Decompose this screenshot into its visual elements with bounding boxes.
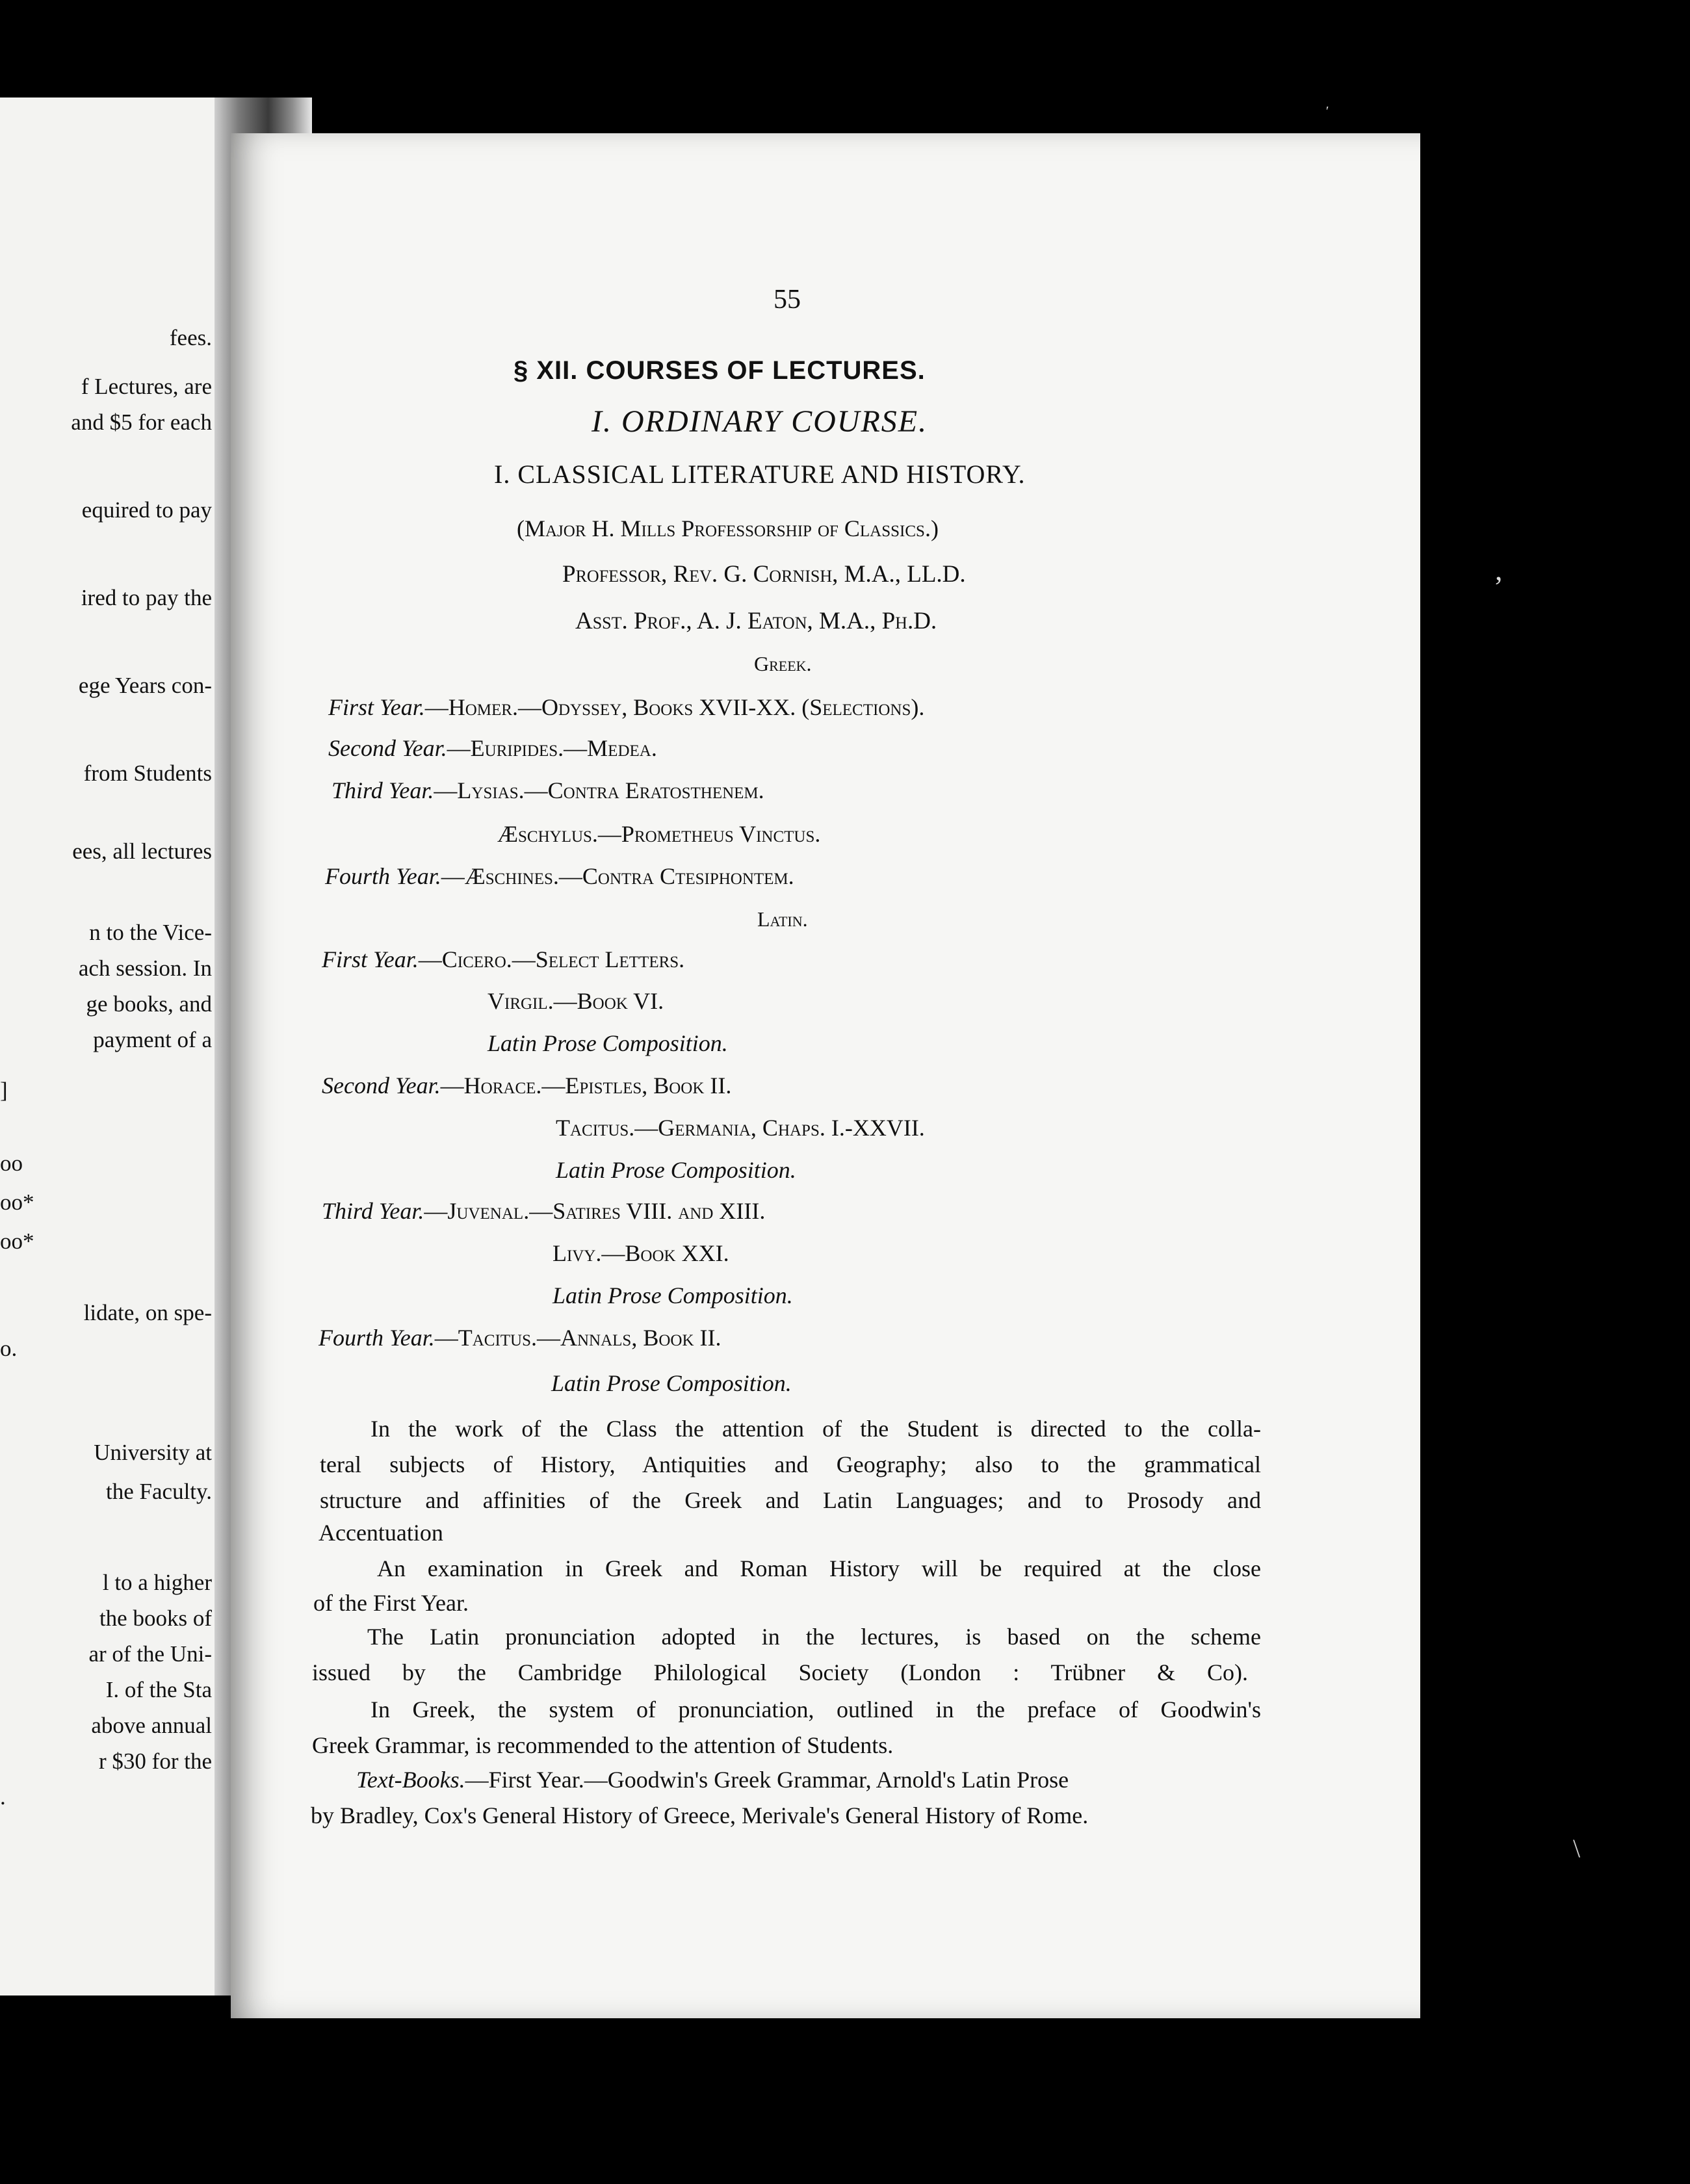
subject-heading: I. CLASSICAL LITERATURE AND HISTORY. (494, 460, 1026, 489)
left-text-line: I. of the Sta (105, 1677, 212, 1702)
left-text-line: f Lectures, are (81, 374, 212, 399)
course-text: Æschylus.—Prometheus Vinctus. (497, 821, 821, 847)
left-text-line: oo* (0, 1228, 34, 1254)
left-text-line: and $5 for each (71, 410, 212, 435)
paragraph-line: Greek Grammar, is recommended to the attention of Students. (312, 1732, 894, 1758)
course-text: Tacitus.—Germania, Chaps. I.-XXVII. (556, 1115, 925, 1141)
professorship-line: (Major H. Mills Professorship of Classics.) (517, 515, 939, 541)
course-text: —Homer.—Odyssey, Books XVII-XX. (Selections). (424, 694, 925, 720)
left-text-line: ired to pay the (81, 585, 212, 610)
course-text: —Æschines.—Contra Ctesiphontem. (441, 863, 794, 889)
course-line (322, 1199, 765, 1223)
year-label: Second Year. (322, 1072, 441, 1098)
left-text-line: ach session. In (78, 956, 212, 981)
scan-speck: ′ (1326, 104, 1329, 118)
left-text-line: o. (0, 1336, 18, 1361)
paragraph-line: structure and affinities of the Greek and Latin Languages; and to Prosody and (320, 1487, 1261, 1513)
course-line (318, 1326, 721, 1349)
paragraph-line: of the First Year. (313, 1590, 469, 1616)
year-label: Third Year. (322, 1198, 424, 1224)
paragraph-line: by Bradley, Cox's General History of Greece, Merivale's General History of Rome. (311, 1802, 1089, 1828)
scan-speck: , (1495, 553, 1503, 586)
year-label: Third Year. (332, 777, 434, 803)
left-text-line: equired to pay (81, 497, 212, 523)
paragraph-line: In Greek, the system of pronunciation, outlined in the preface of Goodwin's (370, 1696, 1261, 1722)
left-text-line: lidate, on spe- (83, 1300, 212, 1325)
year-label: Fourth Year. (325, 863, 441, 889)
text-books-label: Text-Books. (356, 1767, 465, 1793)
year-label: Fourth Year. (318, 1325, 435, 1351)
professor-line: Professor, Rev. G. Cornish, M.A., LL.D. (562, 561, 966, 588)
assistant-professor-line: Asst. Prof., A. J. Eaton, M.A., Ph.D. (575, 608, 937, 634)
course-text: —Euripides.—Medea. (447, 735, 657, 761)
course-text: Livy.—Book XXI. (552, 1240, 729, 1266)
course-text: Latin Prose Composition. (488, 1030, 728, 1056)
year-label: First Year. (328, 694, 425, 720)
latin-heading: Latin. (757, 907, 808, 931)
course-line (322, 948, 684, 971)
left-text-line: from Students (83, 760, 212, 786)
course-title: I. ORDINARY COURSE. (592, 404, 928, 439)
course-line (328, 736, 657, 760)
page-number: 55 (774, 285, 801, 315)
left-text-line: oo (0, 1150, 23, 1176)
paragraph-line (356, 1768, 1069, 1791)
left-text-line: the Faculty. (106, 1479, 212, 1504)
paragraph-line: teral subjects of History, Antiquities and Geography; also to the grammatical (320, 1451, 1261, 1477)
course-line (328, 696, 924, 719)
left-text-line: oo* (0, 1190, 34, 1215)
section-heading: § XII. COURSES OF LECTURES. (514, 356, 926, 385)
left-text-line: ] (0, 1078, 8, 1103)
left-text-line: ees, all lectures (72, 838, 212, 864)
course-text: —Lysias.—Contra Eratosthenem. (434, 777, 764, 803)
course-line (332, 779, 764, 802)
scan-speck: \ (1573, 1834, 1581, 1863)
left-text-line: ar of the Uni- (88, 1641, 212, 1667)
paragraph-line: In the work of the Class the attention of the Student is directed to the colla- (370, 1416, 1261, 1442)
course-line (322, 1074, 731, 1097)
previous-page-fragment (0, 98, 221, 1996)
left-text-line: r $30 for the (99, 1748, 212, 1774)
left-text-line: . (0, 1784, 6, 1810)
paragraph-line: The Latin pronunciation adopted in the lectures, is based on the scheme (367, 1624, 1261, 1650)
year-label: First Year. (322, 946, 419, 972)
paragraph-line: An examination in Greek and Roman History will be required at the close (377, 1555, 1261, 1581)
left-text-line: n to the Vice- (89, 920, 212, 945)
left-text-line: l to a higher (102, 1570, 212, 1595)
course-text: —Cicero.—Select Letters. (418, 946, 685, 972)
course-text: Latin Prose Composition. (551, 1370, 792, 1396)
left-text-line: the books of (99, 1606, 212, 1631)
course-text: Latin Prose Composition. (556, 1157, 796, 1183)
course-text: —Tacitus.—Annals, Book II. (434, 1325, 722, 1351)
course-line (325, 864, 794, 888)
course-text: —Horace.—Epistles, Book II. (440, 1072, 732, 1098)
left-text-line: ege Years con- (78, 673, 212, 698)
text-books-text: —First Year.—Goodwin's Greek Grammar, Arnold's Latin Prose (465, 1767, 1069, 1793)
paragraph-line: Accentuation (318, 1520, 443, 1546)
left-text-line: ge books, and (86, 991, 212, 1017)
paragraph-line: issued by the Cambridge Philological Society (London : Trübner & Co). (312, 1659, 1248, 1685)
left-text-line: University at (94, 1440, 212, 1465)
greek-heading: Greek. (754, 652, 812, 675)
course-text: Latin Prose Composition. (552, 1282, 793, 1308)
year-label: Second Year. (328, 735, 447, 761)
course-text: Virgil.—Book VI. (488, 988, 664, 1014)
left-text-line: payment of a (93, 1027, 212, 1052)
left-text-line: above annual (91, 1713, 212, 1738)
course-text: —Juvenal.—Satires VIII. and XIII. (424, 1198, 766, 1224)
left-text-line: fees. (169, 325, 212, 350)
